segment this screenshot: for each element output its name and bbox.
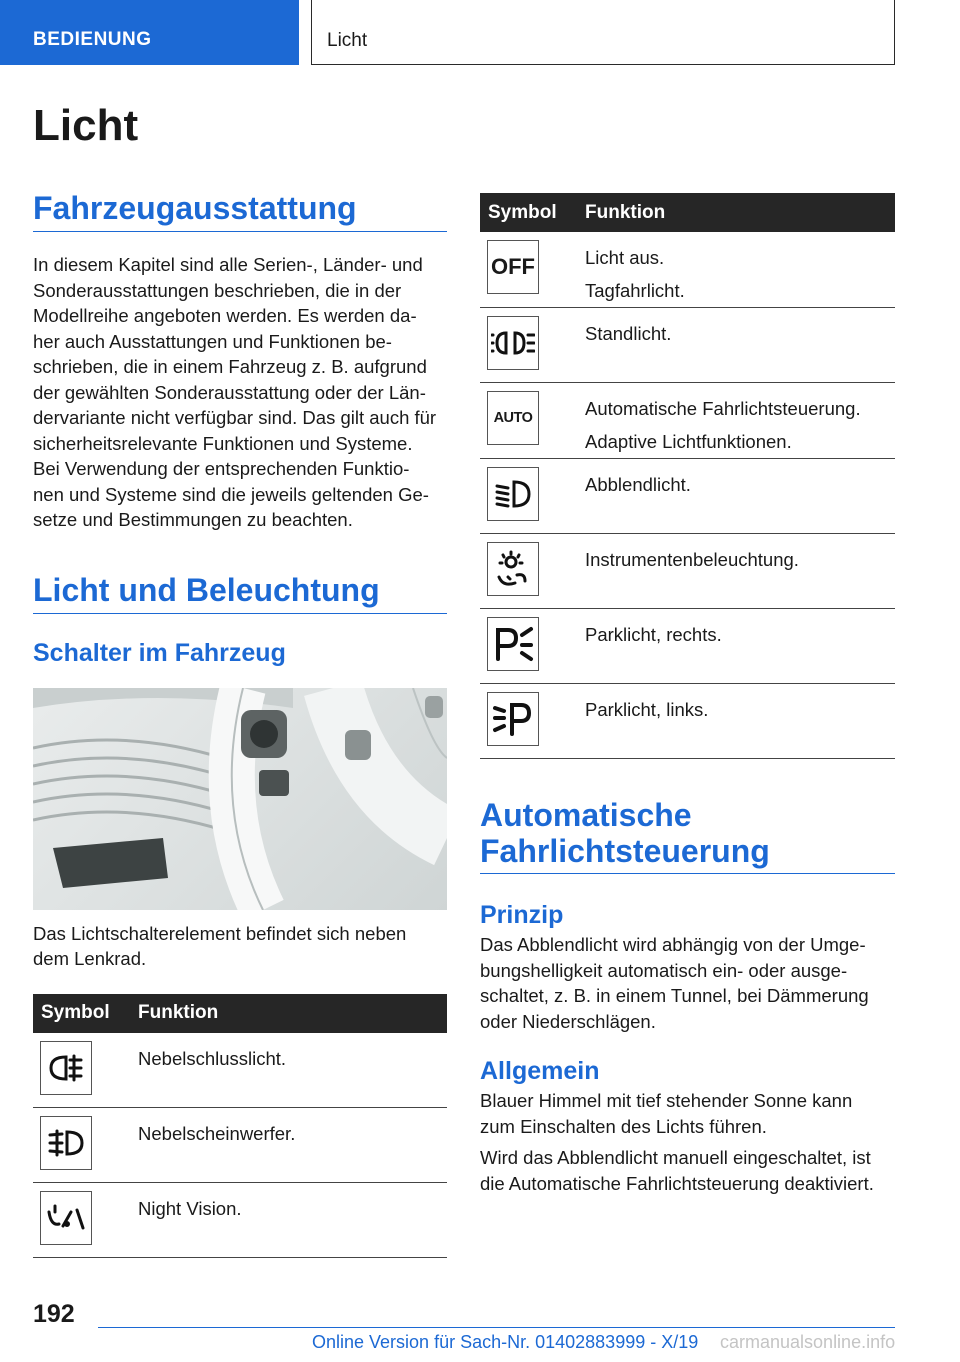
low-beam-icon bbox=[487, 467, 539, 521]
symbol-table-right bbox=[480, 193, 895, 759]
chapter-tab bbox=[311, 0, 895, 65]
symbol-table-left bbox=[33, 994, 447, 1259]
function-text: Automatische Fahrlichtsteuerung. Adaptive Lichtfunktionen. bbox=[579, 383, 895, 459]
table-row bbox=[480, 383, 895, 459]
table-header-row bbox=[33, 994, 447, 1033]
header-function: Funktion bbox=[132, 994, 447, 1033]
parking-light-right-icon bbox=[487, 617, 539, 671]
fog-front-light-icon bbox=[40, 1116, 92, 1170]
heading-schalter-im-fahrzeug: Schalter im Fahrzeug bbox=[33, 638, 286, 667]
principle-paragraph: Das Abblendlicht wird abhängig von der Umge- bungshelligkeit automatisch ein- oder ausge- schaltet, z. B. in einem Tunnel, bei Dämmerung oder Niederschlägen. bbox=[480, 934, 869, 1032]
function-text: Parklicht, links. bbox=[579, 684, 895, 759]
header-symbol: Symbol bbox=[33, 994, 132, 1033]
function-text: Parklicht, rechts. bbox=[579, 609, 895, 684]
table-row bbox=[480, 308, 895, 383]
header-symbol: Symbol bbox=[480, 193, 579, 232]
parking-light-icon bbox=[487, 316, 539, 370]
table-row bbox=[480, 684, 895, 759]
instrument-lighting-icon bbox=[487, 542, 539, 596]
switch-caption: Das Lichtschalterelement befindet sich neben dem Lenkrad. bbox=[33, 922, 407, 969]
page-title: Licht bbox=[33, 101, 139, 150]
heading-fahrzeugausstattung: Fahrzeugausstattung bbox=[33, 189, 447, 232]
auto-icon bbox=[487, 391, 539, 445]
heading-prinzip: Prinzip bbox=[480, 901, 564, 929]
function-text: Standlicht. bbox=[579, 308, 895, 383]
function-text: Abblendlicht. bbox=[579, 459, 895, 534]
parking-light-left-icon bbox=[487, 692, 539, 746]
table-row bbox=[480, 459, 895, 534]
table-row bbox=[33, 1033, 447, 1108]
function-text: Instrumentenbeleuchtung. bbox=[579, 534, 895, 609]
general-paragraph-2: Wird das Abblendlicht manuell eingeschaltet, ist die Automatische Fahrlichtsteuerung deaktiviert. bbox=[480, 1147, 874, 1194]
table-row bbox=[33, 1183, 447, 1258]
footer-divider bbox=[98, 1327, 895, 1328]
intro-paragraph: In diesem Kapitel sind alle Serien-, Länder- und Sonderausstattungen beschrieben, die in der Modellreihe angeboten werden. Es werden da- her auch Ausstattungen und Funktionen be- schrieben, die in einem Fahrzeug z. B. aufgrund der gewählten Sonderausstattung oder der Län- dervariante nicht verfügbar sind. Das gilt auch für sicherheitsrelevante Funktionen und Systeme. Bei Verwendung der entsprechenden Funktio- nen und Systeme sind die jeweils geltenden Ge- setze und Bestimmungen zu beachten. bbox=[33, 254, 437, 530]
left-column bbox=[33, 100, 447, 1258]
table-row bbox=[33, 1108, 447, 1183]
heading-allgemein: Allgemein bbox=[480, 1057, 600, 1085]
table-row bbox=[480, 534, 895, 609]
off-icon-label: OFF bbox=[491, 254, 535, 279]
function-text: Night Vision. bbox=[132, 1183, 447, 1258]
table-row bbox=[480, 232, 895, 308]
heading-automatische-fahrlichtsteuerung: Automatische Fahrlichtsteuerung bbox=[480, 797, 895, 874]
off-icon bbox=[487, 240, 539, 294]
function-text: Licht aus. Tagfahrlicht. bbox=[579, 232, 895, 308]
chapter-title: Licht bbox=[327, 30, 368, 51]
table-row bbox=[480, 609, 895, 684]
watermark: carmanualsonline.info bbox=[720, 1332, 896, 1352]
header-function: Funktion bbox=[579, 193, 895, 232]
night-vision-icon bbox=[40, 1191, 92, 1245]
heading-licht-und-beleuchtung: Licht und Beleuchtung bbox=[33, 571, 447, 614]
table-header-row bbox=[480, 193, 895, 232]
section-title: BEDIENUNG bbox=[33, 29, 152, 50]
fog-rear-light-icon bbox=[40, 1041, 92, 1095]
function-text: Nebelscheinwerfer. bbox=[132, 1108, 447, 1183]
right-column bbox=[480, 193, 895, 1196]
light-switch-photo bbox=[33, 688, 447, 910]
page-number: 192 bbox=[33, 1300, 75, 1328]
auto-icon-label: AUTO bbox=[493, 410, 533, 426]
online-version-label: Online Version für Sach-Nr. 01402883999 - X/19 bbox=[312, 1332, 699, 1352]
function-text: Nebelschlusslicht. bbox=[132, 1033, 447, 1108]
section-tab bbox=[0, 0, 299, 65]
general-paragraph-1: Blauer Himmel mit tief stehender Sonne kann zum Einschalten des Lichts führen. bbox=[480, 1090, 853, 1137]
